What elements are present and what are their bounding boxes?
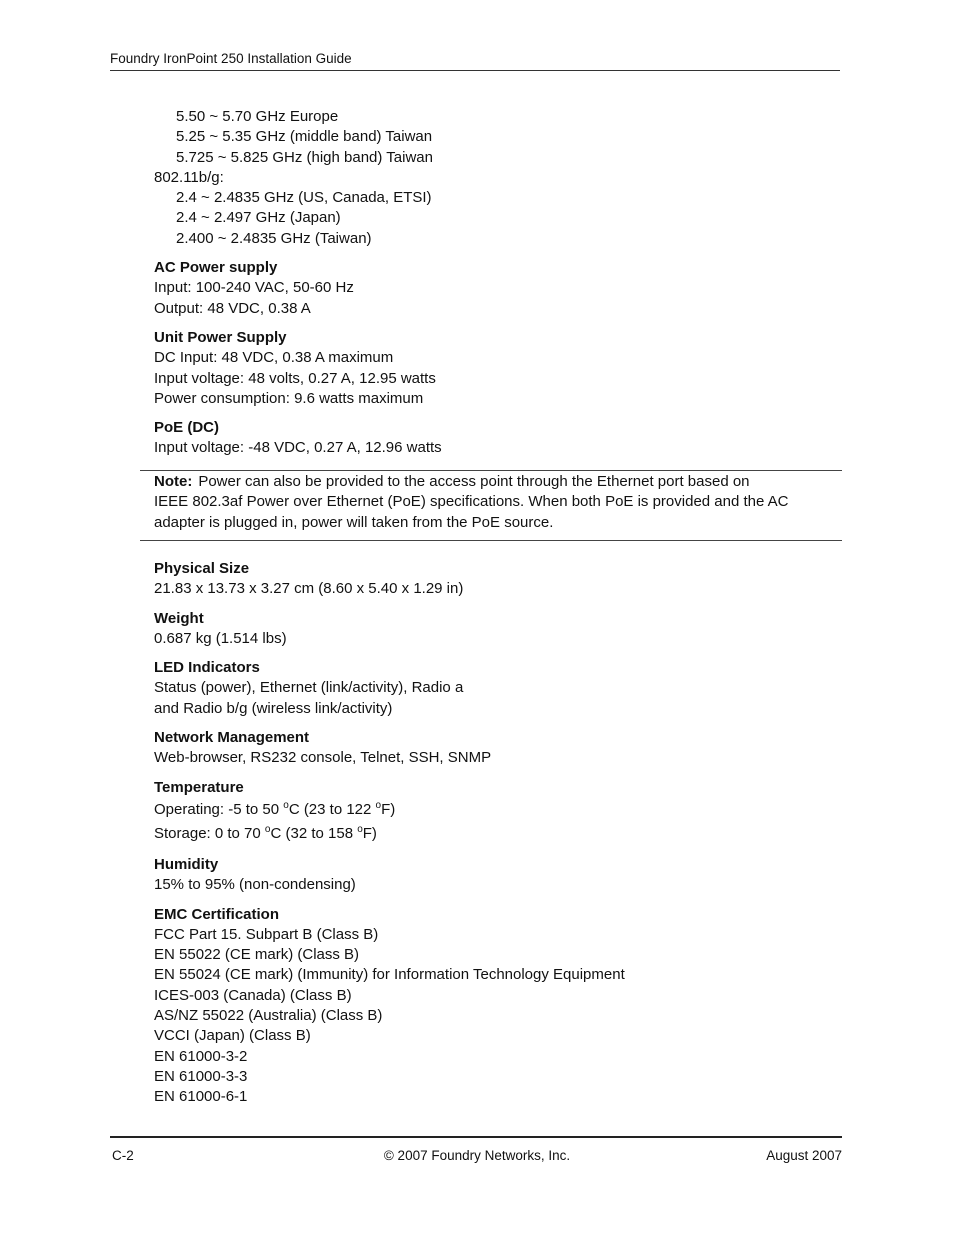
section-title: Physical Size	[154, 560, 250, 577]
ac-power-section	[154, 258, 844, 319]
spec-line: and Radio b/g (wireless link/activity)	[154, 699, 393, 717]
poe-section	[154, 418, 844, 459]
note-label: Note:	[154, 473, 193, 490]
operating-temp: Operating: -5 to 50 $^o$C (23 to 122 $^o$F)	[154, 799, 396, 818]
footer-rule	[110, 1136, 842, 1138]
note-line: IEEE 802.3af Power over Ethernet (PoE) specifications. When both PoE is provided and the AC	[154, 493, 789, 511]
spec-list-top	[154, 107, 844, 459]
spec-line: Output: 48 VDC, 0.38 A	[154, 299, 311, 317]
physical-section	[154, 559, 844, 600]
spec-line: FCC Part 15. Subpart B (Class B)	[154, 925, 379, 943]
spec-line: EN 61000-3-2	[154, 1047, 248, 1065]
spec-line: Web-browser, RS232 console, Telnet, SSH, SNMP	[154, 749, 492, 767]
spec-line: Status (power), Ethernet (link/activity), Radio a	[154, 679, 464, 697]
note-line: adapter is plugged in, power will taken from the PoE source.	[154, 513, 554, 531]
freq-line: 5.50 ~ 5.70 GHz Europe	[176, 108, 339, 125]
spec-line: VCCI (Japan) (Class B)	[154, 1027, 311, 1045]
copyright: © 2007 Foundry Networks, Inc.	[383, 1148, 571, 1163]
spec-line: EN 55024 (CE mark) (Immunity) for Information Technology Equipment	[154, 966, 625, 984]
section-title: Unit Power Supply	[154, 328, 287, 346]
freq-line: 2.4 ~ 2.497 GHz (Japan)	[176, 209, 341, 227]
spec-line: 15% to 95% (non-condensing)	[154, 876, 356, 894]
section-title: Humidity	[154, 855, 219, 873]
network-management-section	[154, 728, 844, 769]
spec-line: AS/NZ 55022 (Australia) (Class B)	[154, 1007, 383, 1025]
unit-power-section	[154, 328, 844, 409]
frequency-block	[154, 107, 844, 249]
freq-line: 2.400 ~ 2.4835 GHz (Taiwan)	[176, 229, 372, 247]
storage-temp: Storage: 0 to 70 $^o$C (32 to 158 $^o$F)	[154, 823, 377, 842]
freq-line: 5.725 ~ 5.825 GHz (high band) Taiwan	[176, 148, 433, 166]
section-title: Network Management	[154, 729, 310, 747]
publication-date: August 2007	[766, 1148, 842, 1163]
note-text	[154, 472, 834, 533]
humidity-section	[154, 855, 844, 896]
spec-line: ICES-003 (Canada) (Class B)	[154, 986, 352, 1004]
spec-line: 0.687 kg (1.514 lbs)	[154, 629, 287, 647]
freq-line: 5.25 ~ 5.35 GHz (middle band) Taiwan	[176, 128, 433, 146]
freq-bg-label: 802.11b/g:	[154, 168, 224, 186]
spec-line: 21.83 x 13.73 x 3.27 cm (8.60 x 5.40 x 1.29 in)	[154, 580, 464, 598]
section-title: Temperature	[154, 778, 244, 796]
section-title: EMC Certification	[154, 905, 280, 923]
freq-line: 2.4 ~ 2.4835 GHz (US, Canada, ETSI)	[176, 189, 432, 207]
spec-list-bottom	[154, 559, 844, 1108]
spec-line: Input voltage: -48 VDC, 0.27 A, 12.96 watts	[154, 439, 442, 457]
header-rule	[110, 70, 840, 71]
weight-section	[154, 609, 844, 650]
spec-line: EN 55022 (CE mark) (Class B)	[154, 946, 360, 964]
spec-line: Input: 100-240 VAC, 50-60 Hz	[154, 279, 354, 297]
section-title: LED Indicators	[154, 659, 260, 677]
section-title: AC Power supply	[154, 259, 278, 277]
spec-line: EN 61000-6-1	[154, 1088, 248, 1106]
led-section	[154, 658, 844, 719]
spec-line: DC Input: 48 VDC, 0.38 A maximum	[154, 349, 394, 367]
temperature-section	[154, 778, 844, 846]
spec-line: Input voltage: 48 volts, 0.27 A, 12.95 watts	[154, 369, 436, 387]
section-title: Weight	[154, 609, 204, 627]
note-box	[140, 470, 842, 541]
spec-line: EN 61000-3-3	[154, 1067, 248, 1085]
emc-section	[154, 905, 844, 1108]
section-title: PoE (DC)	[154, 419, 219, 437]
note-line: Power can also be provided to the access point through the Ethernet port based on	[198, 473, 750, 490]
page-number: C-2	[112, 1148, 134, 1163]
running-header: Foundry IronPoint 250 Installation Guide	[110, 51, 352, 66]
spec-line: Power consumption: 9.6 watts maximum	[154, 389, 424, 407]
